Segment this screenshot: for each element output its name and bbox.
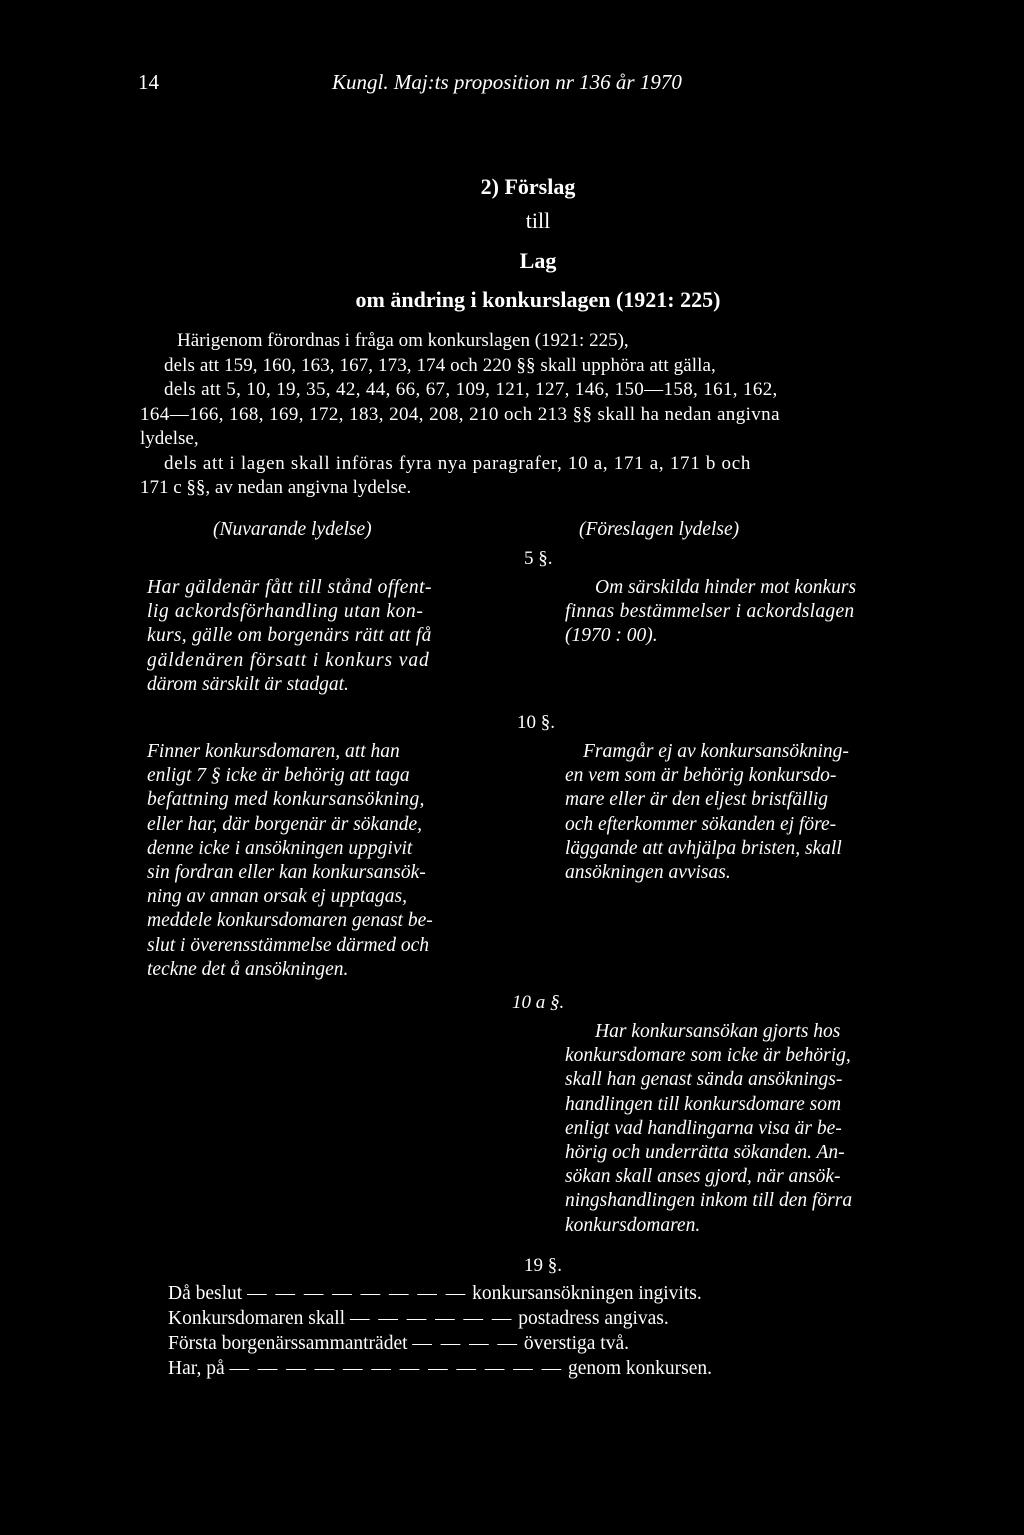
text-line: befattning med konkursansökning, bbox=[147, 789, 425, 811]
text-line: kurs, gälle om borgenärs rätt att få bbox=[147, 625, 432, 647]
text-line: eller har, där borgenär är sökande, bbox=[147, 813, 422, 835]
text-line: konkursdomare som icke är behörig, bbox=[565, 1045, 851, 1067]
intro-line: lydelse, bbox=[140, 428, 199, 449]
text-line: denne icke i ansökningen uppgivit bbox=[147, 837, 413, 859]
law-subtitle: om ändring i konkurslagen (1921: 225) bbox=[355, 287, 721, 312]
text-line: enligt 7 § icke är behörig att taga bbox=[147, 765, 410, 787]
line-end: postadress angivas. bbox=[518, 1308, 669, 1329]
text-line: ningshandlingen inkom till den förra bbox=[565, 1190, 853, 1212]
text-line: skall han genast sända ansöknings- bbox=[565, 1069, 843, 1091]
section-5-proposed-text bbox=[565, 576, 955, 656]
text-line: Har gäldenär fått till stånd offent- bbox=[147, 577, 433, 598]
text-line: enligt vad handlingarna visa är be- bbox=[565, 1117, 842, 1139]
text-line: Om särskilda hinder mot konkurs bbox=[595, 577, 857, 598]
line-start: Första borgenärssammanträdet bbox=[168, 1333, 408, 1354]
text-line: ning av annan orsak ej upptagas, bbox=[147, 886, 407, 908]
page-number: 14 bbox=[138, 70, 159, 94]
section-19-line bbox=[168, 1358, 712, 1380]
text-line: mare eller är den eljest bristfällig bbox=[565, 789, 829, 811]
proposal-heading: 2) Förslag bbox=[480, 174, 576, 199]
text-line: hörig och underrätta sökanden. An- bbox=[565, 1142, 845, 1163]
text-line: en vem som är behörig konkursdo- bbox=[565, 765, 837, 787]
text-line: läggande att avhjälpa bristen, skall bbox=[565, 837, 842, 859]
intro-line: dels att 159, 160, 163, 167, 173, 174 och 220 §§ skall upphöra att gälla, bbox=[164, 354, 716, 376]
text-line: slut i överensstämmelse därmed och bbox=[147, 934, 429, 956]
text-line: ansökningen avvisas. bbox=[565, 862, 731, 883]
section-19-line bbox=[168, 1283, 702, 1305]
omission-dashes: — — — — — — — — bbox=[247, 1283, 468, 1304]
omission-dashes: — — — — — — — — — — — — bbox=[229, 1358, 564, 1379]
text-line: gäldenären försatt i konkurs vad bbox=[147, 649, 430, 671]
intro-line: 171 c §§, av nedan angivna lydelse. bbox=[140, 477, 412, 498]
current-wording-heading: (Nuvarande lydelse) bbox=[213, 519, 372, 540]
section-19-line bbox=[168, 1308, 669, 1330]
text-line: konkursdomaren. bbox=[565, 1214, 701, 1236]
section-10-label: 10 §. bbox=[517, 712, 555, 733]
text-line: sökan skall anses gjord, när ansök- bbox=[565, 1166, 841, 1188]
section-19-label: 19 §. bbox=[524, 1255, 562, 1276]
text-line: därom särskilt är stadgat. bbox=[147, 673, 349, 695]
line-end: konkursansökningen ingivits. bbox=[472, 1283, 702, 1304]
line-start: Konkursdomaren skall bbox=[168, 1308, 346, 1329]
intro-line: 164—166, 168, 169, 172, 183, 204, 208, 210 och 213 §§ skall ha nedan angivna bbox=[140, 403, 780, 425]
text-line: Finner konkursdomaren, att han bbox=[147, 741, 400, 762]
section-10-proposed-text bbox=[565, 740, 955, 890]
text-line: och efterkommer sökanden ej före- bbox=[565, 813, 837, 835]
proposed-wording-heading: (Föreslagen lydelse) bbox=[579, 519, 740, 540]
intro-line: dels att 5, 10, 19, 35, 42, 44, 66, 67, 109, 121, 127, 146, 150—158, 161, 162, bbox=[164, 379, 778, 400]
line-start: Då beslut bbox=[168, 1283, 243, 1304]
text-line: Har konkursansökan gjorts hos bbox=[595, 1021, 841, 1042]
section-19-line bbox=[168, 1333, 629, 1355]
text-line: meddele konkursdomaren genast be- bbox=[147, 910, 433, 932]
omission-dashes: — — — — bbox=[412, 1333, 520, 1354]
omission-dashes: — — — — — — bbox=[349, 1308, 514, 1329]
text-line: teckne det å ansökningen. bbox=[147, 958, 349, 980]
law-heading: Lag bbox=[519, 248, 557, 273]
text-line: finnas bestämmelser i ackordslagen bbox=[565, 601, 855, 623]
intro-paragraph bbox=[140, 330, 960, 505]
running-title: Kungl. Maj:ts proposition nr 136 år 1970 bbox=[332, 70, 682, 94]
section-10-current-text bbox=[147, 740, 532, 985]
text-line: handlingen till konkursdomare som bbox=[565, 1093, 842, 1115]
line-end: överstiga två. bbox=[523, 1333, 629, 1354]
proposal-till: till bbox=[525, 208, 551, 233]
text-line: lig ackordsförhandling utan kon- bbox=[147, 601, 424, 623]
text-line: Framgår ej av konkursansökning- bbox=[583, 741, 849, 762]
text-line: (1970 : 00). bbox=[565, 625, 658, 647]
section-5-current-text bbox=[147, 576, 532, 701]
section-5-label: 5 §. bbox=[524, 548, 553, 569]
text-line: sin fordran eller kan konkursansök- bbox=[147, 862, 426, 883]
intro-line: dels att i lagen skall införas fyra nya paragrafer, 10 a, 171 a, 171 b och bbox=[164, 452, 752, 474]
section-10a-label: 10 a §. bbox=[512, 992, 565, 1013]
line-start: Har, på bbox=[168, 1358, 225, 1379]
section-10a-proposed-text bbox=[565, 1020, 960, 1245]
intro-line: Härigenom förordnas i fråga om konkurslagen (1921: 225), bbox=[177, 330, 629, 351]
line-end: genom konkursen. bbox=[567, 1358, 713, 1379]
